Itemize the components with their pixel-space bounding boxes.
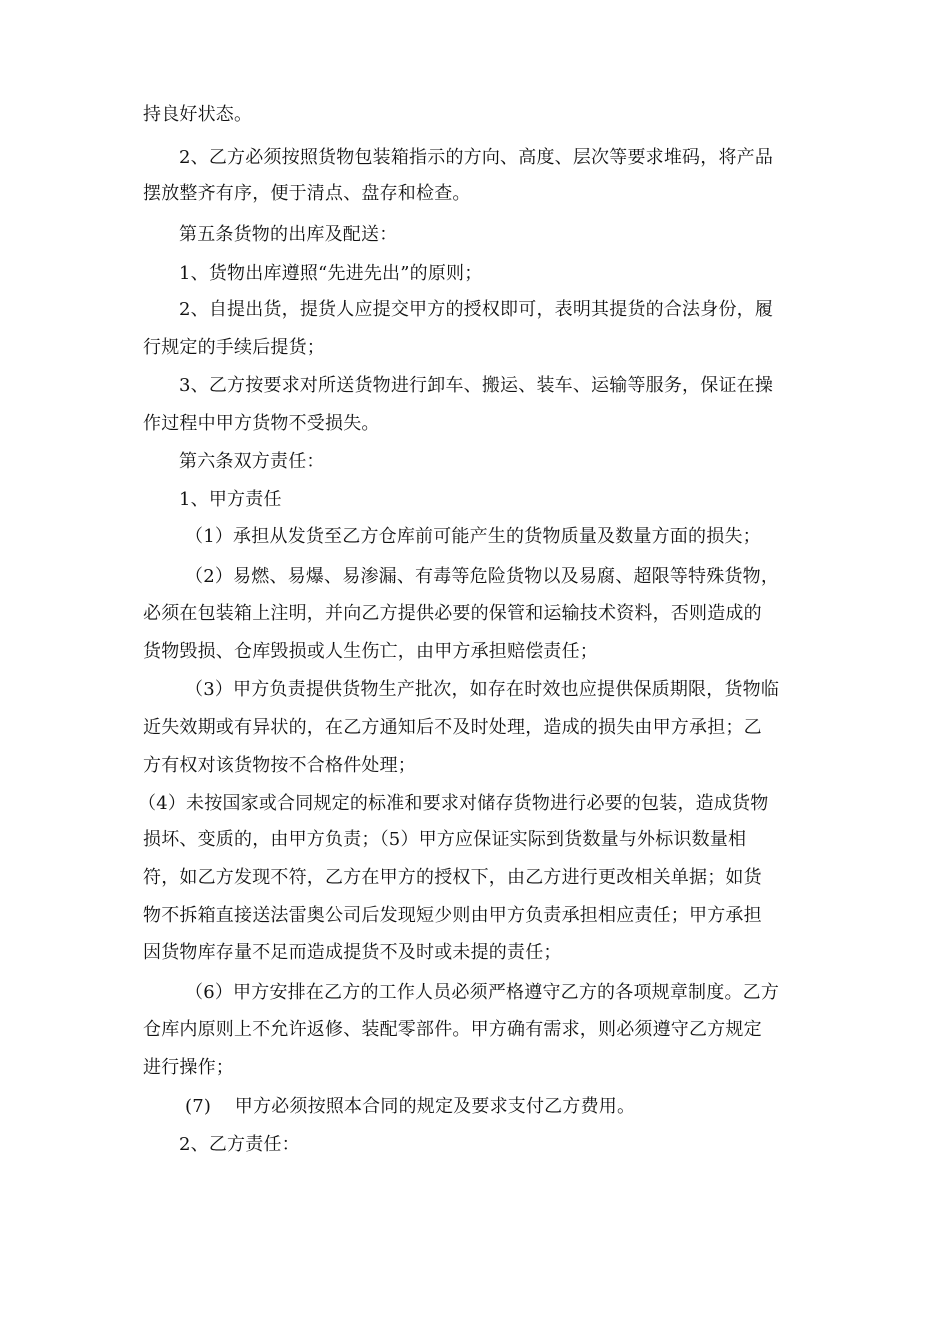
text-line: 物不拆箱直接送法雷奥公司后发现短少则由甲方负责承担相应责任；甲方承担 [143, 905, 762, 926]
text-line: 损坏、变质的，由甲方负责；（5）甲方应保证实际到货数量与外标识数量相 [143, 829, 747, 850]
text-line: 必须在包装箱上注明，并向乙方提供必要的保管和运输技术资料，否则造成的 [143, 603, 762, 624]
subsection-heading: 1、甲方责任 [179, 489, 282, 510]
subsection-heading: 2、乙方责任： [179, 1134, 300, 1155]
text-line: 摆放整齐有序，便于清点、盘存和检查。 [143, 183, 471, 204]
text-line: 进行操作； [143, 1057, 234, 1078]
text-line: 2、自提出货，提货人应提交甲方的授权即可，表明其提货的合法身份，履 [179, 299, 774, 320]
text-line: 行规定的手续后提货； [143, 337, 325, 358]
text-line: （3）甲方负责提供货物生产批次，如存在时效也应提供保质期限，货物临 [185, 679, 780, 700]
text-line: 近失效期或有异状的，在乙方通知后不及时处理，造成的损失由甲方承担；乙 [143, 717, 762, 738]
text-line: （2）易燃、易爆、易渗漏、有毒等危险货物以及易腐、超限等特殊货物， [185, 566, 780, 587]
text-line: 货物毁损、仓库毁损或人生伤亡，由甲方承担赔偿责任； [143, 641, 598, 662]
text-line: 方有权对该货物按不合格件处理； [143, 755, 416, 776]
text-line: 1、货物出库遵照“先进先出”的原则； [179, 263, 483, 284]
text-line: 仓库内原则上不允许返修、装配零部件。甲方确有需求，则必须遵守乙方规定 [143, 1019, 762, 1040]
text-line: 作过程中甲方货物不受损失。 [143, 413, 380, 434]
text-line: 因货物库存量不足而造成提货不及时或未提的责任； [143, 942, 562, 963]
text-line: （6）甲方安排在乙方的工作人员必须严格遵守乙方的各项规章制度。乙方 [185, 982, 780, 1003]
text-line: (7) 甲方必须按照本合同的规定及要求支付乙方费用。 [185, 1096, 636, 1117]
text-line: 符，如乙方发现不符，乙方在甲方的授权下，由乙方进行更改相关单据；如货 [143, 867, 762, 888]
text-line: （1）承担从发货至乙方仓库前可能产生的货物质量及数量方面的损失； [185, 526, 761, 547]
text-line: （4）未按国家或合同规定的标准和要求对储存货物进行必要的包装，造成货物 [138, 793, 769, 814]
text-line: 3、乙方按要求对所送货物进行卸车、搬运、装车、运输等服务，保证在操 [179, 375, 774, 396]
text-line: 持良好状态。 [143, 104, 253, 125]
section-heading: 第六条双方责任： [179, 451, 325, 472]
section-heading: 第五条货物的出库及配送： [179, 224, 398, 245]
text-line: 2、乙方必须按照货物包装箱指示的方向、高度、层次等要求堆码，将产品 [179, 147, 774, 168]
